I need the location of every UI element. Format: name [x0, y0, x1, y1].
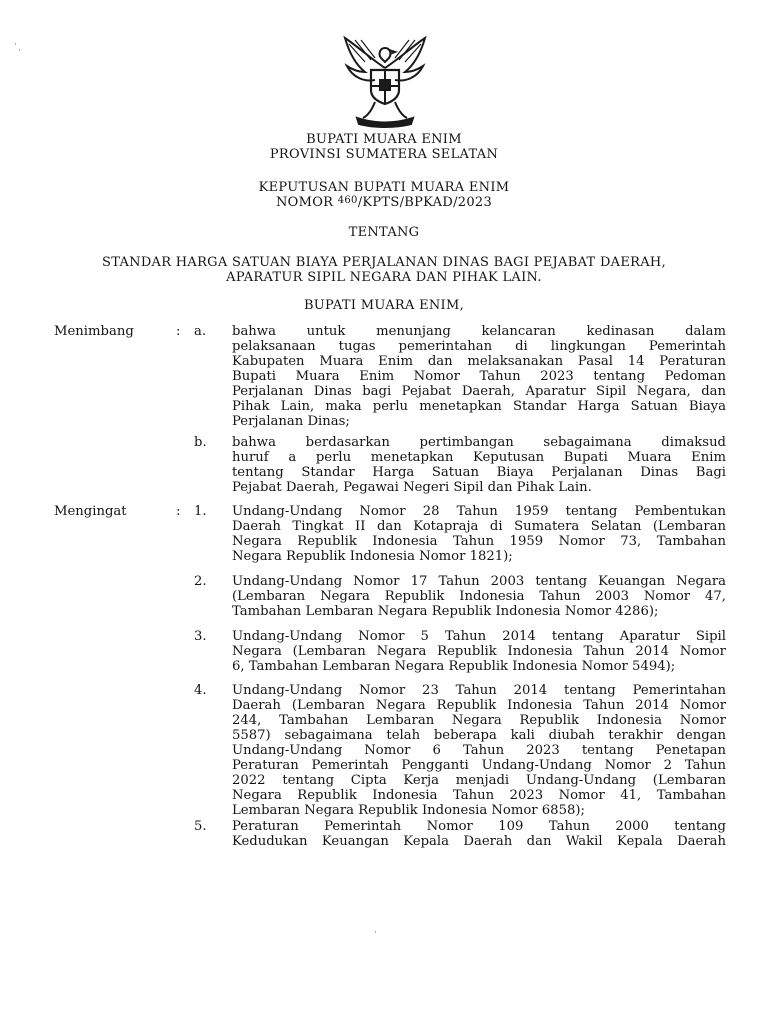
mengingat-item-text — [232, 574, 726, 619]
menimbang-item-marker: a. — [194, 324, 207, 339]
paragraph-line: Undang-Undang Nomor 17 Tahun 2003 tentang Keuangan Negara — [232, 574, 726, 589]
province-name: PROVINSI SUMATERA SELATAN — [269, 147, 499, 162]
paragraph-line: Peraturan Pemerintah Nomor 109 Tahun 2000 tentang — [232, 819, 726, 834]
paragraph-line: Peraturan Pemerintah Pengganti Undang-Undang Nomor 2 Tahun — [232, 758, 726, 773]
paragraph-line: Undang-Undang Nomor 23 Tahun 2014 tentang Pemerintahan — [232, 683, 726, 698]
menimbang-item-marker: b. — [194, 435, 207, 450]
mengingat-colon: : — [176, 504, 181, 519]
paragraph-line: huruf a perlu menetapkan Keputusan Bupati Muara Enim — [232, 450, 726, 465]
paragraph-line: Undang-Undang Nomor 6 Tahun 2023 tentang Penetapan — [232, 743, 726, 758]
paragraph-line: 244, Tambahan Lembaran Negara Republik Indonesia Nomor — [232, 713, 726, 728]
paragraph-line: Kabupaten Muara Enim dan melaksanakan Pasal 14 Peraturan — [232, 354, 726, 369]
paragraph-line: 5587) sebagaimana telah beberapa kali diubah terakhir dengan — [232, 728, 726, 743]
mengingat-label: Mengingat — [54, 504, 127, 519]
paragraph-line: Lembaran Negara Republik Indonesia Nomor 6858); — [232, 803, 585, 818]
mengingat-item-text — [232, 819, 726, 849]
decree-number-stamp: 460 — [337, 195, 358, 206]
paragraph-line: Negara Republik Indonesia Tahun 2023 Nomor 41, Tambahan — [232, 788, 726, 803]
mengingat-item-text — [232, 629, 726, 674]
regent-heading — [0, 132, 768, 162]
regent-title: BUPATI MUARA ENIM — [306, 132, 462, 147]
paragraph-line: Kedudukan Keuangan Kepala Daerah dan Wakil Kepala Daerah — [232, 834, 726, 849]
menimbang-colon: : — [176, 324, 181, 339]
decree-subject-line-2: APARATUR SIPIL NEGARA DAN PIHAK LAIN. — [226, 270, 542, 285]
menimbang-item-text — [232, 435, 726, 495]
paragraph-line: 2022 tentang Cipta Kerja menjadi Undang-Undang (Lembaran — [232, 773, 726, 788]
mengingat-item-marker: 3. — [194, 629, 207, 644]
mengingat-item-marker: 4. — [194, 683, 207, 698]
paragraph-line: Negara Republik Indonesia Nomor 1821); — [232, 549, 513, 564]
scan-speck: ⋅ — [374, 928, 378, 938]
paragraph-line: Negara Republik Indonesia Tahun 1959 Nomor 73, Tambahan — [232, 534, 726, 549]
scan-speck: ⋅ — [14, 40, 18, 50]
decree-heading — [0, 180, 768, 211]
menimbang-label: Menimbang — [54, 324, 134, 339]
paragraph-line: bahwa berdasarkan pertimbangan sebagaimana dimaksud — [232, 435, 726, 450]
paragraph-line: Bupati Muara Enim Nomor Tahun 2023 tentang Pedoman — [232, 369, 726, 384]
paragraph-line: 6, Tambahan Lembaran Negara Republik Indonesia Nomor 5494); — [232, 659, 676, 674]
issuer-line: BUPATI MUARA ENIM, — [303, 298, 465, 313]
paragraph-line: Perjalanan Dinas bagi Pejabat Daerah, Aparatur Sipil Negara, dan — [232, 384, 726, 399]
decree-title: KEPUTUSAN BUPATI MUARA ENIM — [258, 180, 510, 195]
paragraph-line: Pihak Lain, maka perlu menetapkan Standar Harga Satuan Biaya — [232, 399, 726, 414]
paragraph-line: (Lembaran Negara Republik Indonesia Tahun 2003 Nomor 47, — [232, 589, 726, 604]
decree-number-prefix: NOMOR — [275, 195, 338, 210]
about-label: TENTANG — [348, 225, 420, 240]
paragraph-line: Daerah (Lembaran Negara Republik Indonesia Tahun 2014 Nomor — [232, 698, 726, 713]
paragraph-line: Perjalanan Dinas; — [232, 414, 350, 429]
paragraph-line: Negara (Lembaran Negara Republik Indonesia Tahun 2014 Nomor — [232, 644, 726, 659]
mengingat-item-marker: 1. — [194, 504, 207, 519]
decree-subject-line-1: STANDAR HARGA SATUAN BIAYA PERJALANAN DINAS BAGI PEJABAT DAERAH, — [101, 255, 666, 270]
paragraph-line: Undang-Undang Nomor 5 Tahun 2014 tentang Aparatur Sipil — [232, 629, 726, 644]
decree-subject — [0, 255, 768, 285]
mengingat-item-marker: 2. — [194, 574, 207, 589]
paragraph-line: pelaksanaan tugas pemerintahan di lingkungan Pemerintah — [232, 339, 726, 354]
paragraph-line: Pejabat Daerah, Pegawai Negeri Sipil dan Pihak Lain. — [232, 480, 592, 495]
decree-number-suffix: /KPTS/BPKAD/2023 — [357, 195, 493, 210]
paragraph-line: bahwa untuk menunjang kelancaran kedinasan dalam — [232, 324, 726, 339]
paragraph-line: Tambahan Lembaran Negara Republik Indonesia Nomor 4286); — [232, 604, 659, 619]
paragraph-line: Daerah Tingkat II dan Kotapraja di Sumatera Selatan (Lembaran — [232, 519, 726, 534]
mengingat-item-marker: 5. — [194, 819, 207, 834]
scan-speck: ⋅ — [18, 46, 22, 56]
mengingat-item-text — [232, 504, 726, 564]
paragraph-line: tentang Standar Harga Satuan Biaya Perjalanan Dinas Bagi — [232, 465, 726, 480]
decree-number — [0, 195, 768, 211]
mengingat-item-text — [232, 683, 726, 818]
garuda-pancasila-emblem-icon — [335, 28, 435, 128]
menimbang-item-text — [232, 324, 726, 429]
paragraph-line: Undang-Undang Nomor 28 Tahun 1959 tentang Pembentukan — [232, 504, 726, 519]
